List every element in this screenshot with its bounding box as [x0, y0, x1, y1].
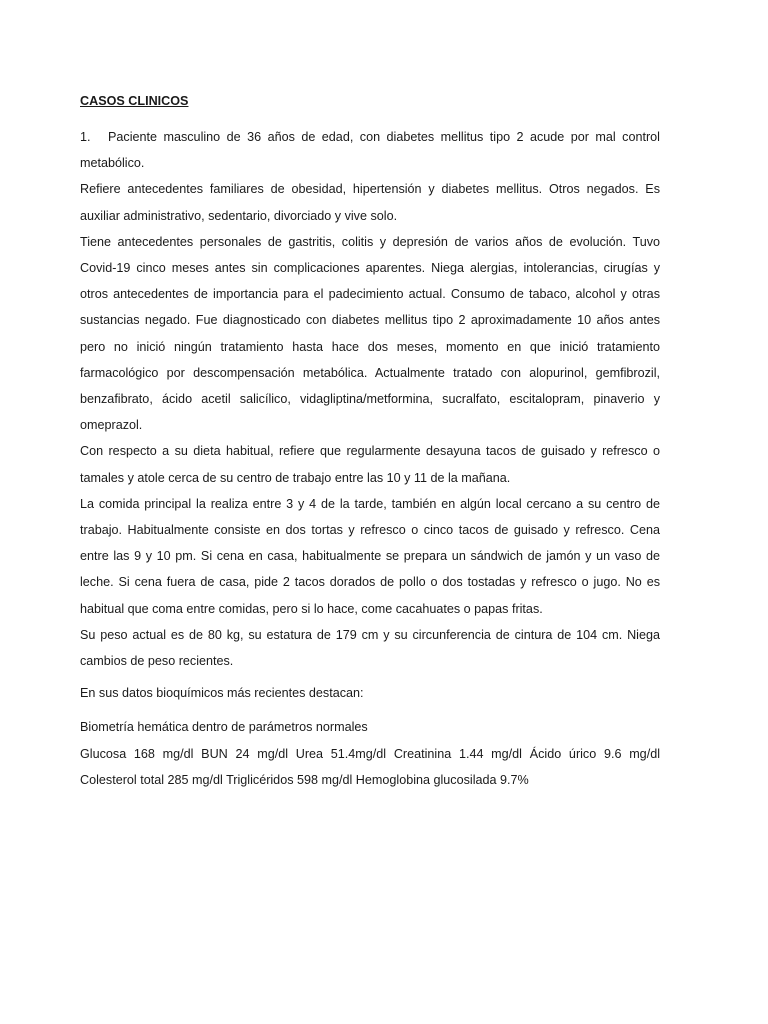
biometry-line: Biometría hemática dentro de parámetros normales: [80, 720, 368, 735]
case-number: 1.: [80, 130, 91, 144]
case-paragraph-1: [80, 124, 660, 176]
personal-history-paragraph: Tiene antecedentes personales de gastritis, colitis y depresión de varios años de evolución. Tuvo Covid-19 cinco meses antes sin complicaciones aparentes. Niega alergias, intolerancias, cirugías y otros antecedentes de importancia para el padecimiento actual. Consumo de tabaco, alcohol y otras sustancias negado. Fue diagnosticado con diabetes mellitus tipo 2 aproximadamente 10 años antes pero no inició ningún tratamiento hasta hace dos meses, momento en que inició tratamiento farmacológico por descompensación metabólica. Actualmente tratado con alopurinol, gemfibrozil, benzafibrato, ácido acetil salicílico, vidagliptina/metformina, sucralfato, escitalopram, pinaverio y omeprazol.: [80, 234, 660, 433]
anthropometry-paragraph: Su peso actual es de 80 kg, su estatura de 179 cm y su circunferencia de cintura de 104 cm. Niega cambios de peso recientes.: [80, 627, 660, 669]
case-intro-text: Paciente masculino de 36 años de edad, con diabetes mellitus tipo 2 acude por mal control metabólico.: [80, 130, 660, 171]
diet-breakfast-paragraph: Con respecto a su dieta habitual, refiere que regularmente desayuna tacos de guisado y refresco o tamales y atole cerca de su centro de trabajo entre las 10 y 11 de la mañana.: [80, 444, 660, 485]
diet-meals-paragraph: La comida principal la realiza entre 3 y 4 de la tarde, también en algún local cercano a su centro de trabajo. Habitualmente consiste en dos tortas y refresco o cinco tacos de guisado y refresco. Cena entre las 9 y 10 pm. Si cena en casa, habitualmente se prepara un sándwich de jamón y un vaso de leche. Si cena fuera de casa, pide 2 tacos dorados de pollo o dos tostadas y refresco o jugo. No es habitual que coma entre comidas, pero si lo hace, come cacahuates o papas fritas.: [80, 496, 660, 616]
document-title: CASOS CLINICOS: [80, 94, 189, 108]
lab-values-paragraph: Glucosa 168 mg/dl BUN 24 mg/dl Urea 51.4mg/dl Creatinina 1.44 mg/dl Ácido úrico 9.6 mg/dl Colesterol total 285 mg/dl Triglicéridos 598 mg/dl Hemoglobina glucosilada 9.7%: [80, 746, 660, 787]
family-history-paragraph: Refiere antecedentes familiares de obesidad, hipertensión y diabetes mellitus. Otros negados. Es auxiliar administrativo, sedentario, divorciado y vive solo.: [80, 182, 660, 223]
biochem-intro: En sus datos bioquímicos más recientes destacan:: [80, 686, 364, 701]
